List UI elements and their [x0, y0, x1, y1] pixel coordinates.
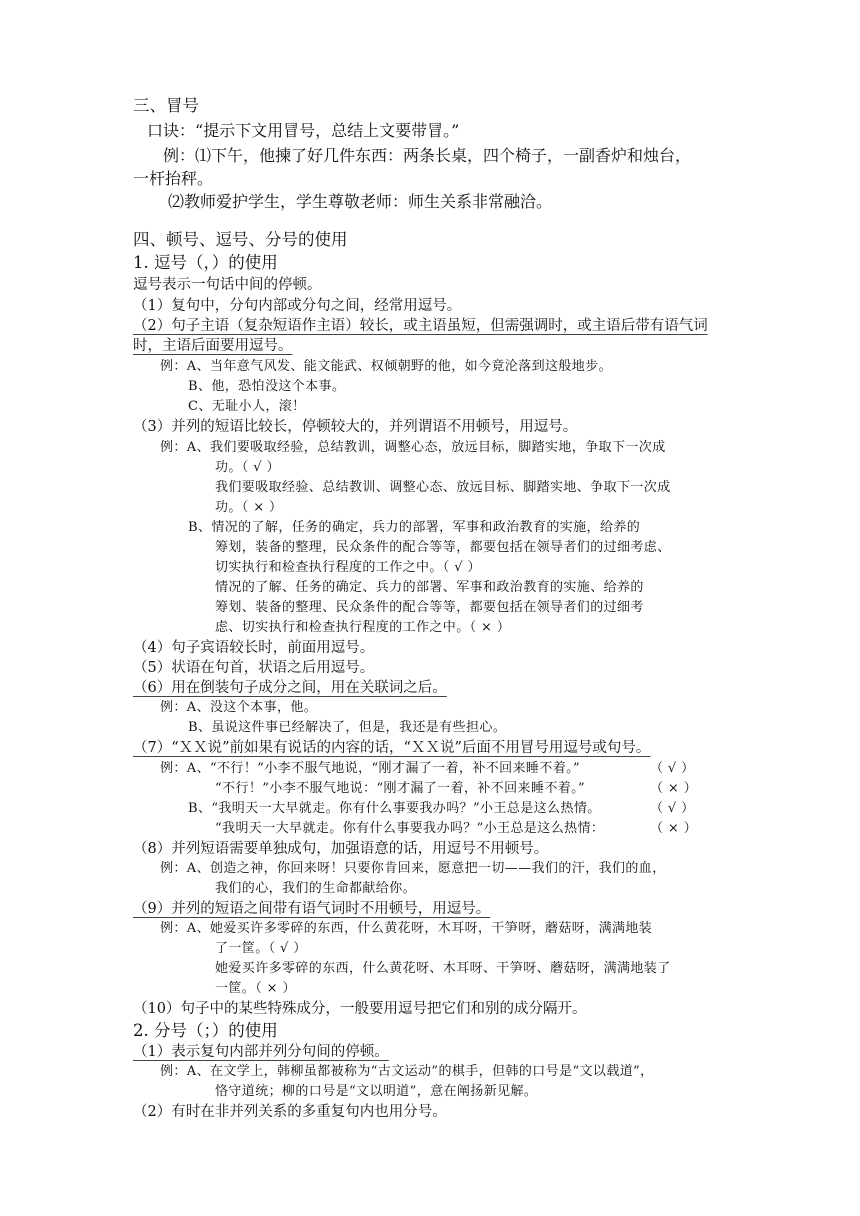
text-line: 时，主语后面要用逗号。 — [133, 338, 293, 354]
text-line: 我们的心，我们的生命都献给你。 — [215, 881, 417, 896]
text-line: 1. 逗号（，）的使用 — [133, 253, 278, 272]
text-line: 例：A、当年意气风发、能文能武、权倾朝野的他，如今竟沦落到这般地步。 — [160, 359, 612, 374]
text-line: （8）并列短语需要单独成句，加强语意的话，用逗号不用顿号。 — [133, 841, 549, 857]
text-line: （1）表示复句内部并列分句间的停顿。 — [133, 1044, 389, 1060]
text-line: 筹划，装备的整理，民众条件的配合等等，都要包括在领导者们的过细考虑、 — [215, 540, 671, 555]
text-line: 三、冒号 — [133, 96, 199, 115]
text-line: 我们要吸取经验、总结教训、调整心态、放远目标、脚踏实地、争取下一次成 — [215, 480, 671, 495]
text-line: 切实执行和检查执行程度的工作之中。（ √ ） — [215, 560, 481, 575]
text-line: （6）用在倒装句子成分之间，用在关联词之后。 — [133, 680, 447, 696]
text-line: （ × ） — [650, 781, 698, 796]
text-line: 虑、切实执行和检查执行程度的工作之中。（ × ） — [215, 620, 511, 635]
text-line: 例：A、没这个本事，他。 — [160, 700, 318, 715]
text-line: （3）并列的短语比较长，停顿较大的，并列谓语不用顿号，用逗号。 — [133, 419, 578, 435]
text-line: B、虽说这件事已经解决了，但是，我还是有些担心。 — [188, 720, 507, 735]
text-line: 情况的了解、任务的确定、兵力的部署、军事和政治教育的实施、给养的 — [215, 580, 644, 595]
text-line: （5）状语在句首，状语之后用逗号。 — [133, 660, 375, 676]
text-line: （7）“ＸＸ说”前如果有说话的内容的话，“ＸＸ说”后面不用冒号用逗号或句号。 — [133, 740, 651, 756]
text-line: 例：A、我们要吸取经验，总结教训，调整心态，放远目标，脚踏实地，争取下一次成 — [160, 440, 666, 455]
text-line: 她爱买许多零碎的东西，什么黄花呀、木耳呀、干笋呀、蘑菇呀，满满地装了 — [215, 961, 671, 976]
text-line: C、无耻小人，滚！ — [188, 399, 306, 414]
text-line: （9）并列的短语之间带有语气词时不用顿号，用逗号。 — [133, 901, 491, 917]
text-line: 例：A、在文学上，韩柳虽都被称为“古文运动”的棋手，但韩的口号是“文以载道”， — [160, 1064, 654, 1079]
text-line: 了一筐。（ √ ） — [215, 941, 307, 956]
text-line: （ × ） — [650, 821, 698, 836]
text-line: 一杆抬秤。 — [133, 169, 214, 188]
text-line: B、“我明天一大早就走。你有什么事要我办吗？”小王总是这么热情。 — [188, 801, 601, 816]
text-line: （2）句子主语（复杂短语作主语）较长，或主语虽短，但需强调时，或主语后带有语气词 — [133, 318, 708, 334]
text-line: 例：A、“不行！”小李不服气地说，“刚才漏了一着，补不回来睡不着。” — [160, 761, 581, 776]
text-line: 例：⑴下午，他揀了好几件东西：两条长桌，四个椅子，一副香炉和烛台， — [163, 146, 692, 165]
text-line: （ √ ） — [650, 801, 695, 816]
text-line: 例：A、创造之神，你回来呀！只要你肯回来，愿意把一切——我们的汗，我们的血， — [160, 861, 666, 876]
text-line: （ √ ） — [650, 761, 695, 776]
text-line: 口诀：“提示下文用冒号，总结上文要带冒。” — [147, 121, 460, 140]
text-line: B、情况的了解，任务的确定，兵力的部署，军事和政治教育的实施，给养的 — [188, 520, 641, 535]
text-line: 例：A、她爱买许多零碎的东西，什么黄花呀，木耳呀，干笋呀，蘑菇呀，满满地装 — [160, 921, 653, 936]
text-line: “不行！”小李不服气地说：“刚才漏了一着，补不回来睡不着。” — [215, 781, 586, 796]
text-line: 恪守道统；柳的口号是“文以明道”，意在阐扬新见解。 — [215, 1084, 538, 1099]
text-line: “我明天一大早就走。你有什么事要我办吗？”小王总是这么热情： — [215, 821, 605, 836]
text-line: 功。（ √ ） — [215, 460, 280, 475]
text-line: （10）句子中的某些特殊成分，一般要用逗号把它们和别的成分隔开。 — [133, 1001, 587, 1017]
text-line: （2）有时在非并列关系的多重复句内也用分号。 — [133, 1104, 447, 1120]
text-line: 四、顿号、逗号、分号的使用 — [133, 230, 348, 249]
text-line: 逗号表示一句话中间的停顿。 — [133, 277, 322, 293]
text-line: （1）复句中，分句内部或分句之间，经常用逗号。 — [133, 298, 462, 314]
text-line: 一筐。（ × ） — [215, 981, 296, 996]
text-line: ⑵教师爱护学生，学生尊敬老师：师生关系非常融洽。 — [168, 192, 553, 211]
text-line: （4）句子宾语较长时，前面用逗号。 — [133, 640, 375, 656]
text-line: 功。（ × ） — [215, 500, 283, 515]
text-line: 2. 分号（；）的使用 — [133, 1021, 278, 1040]
text-line: B、他，恐怕没这个本事。 — [188, 379, 346, 394]
text-line: 筹划、装备的整理、民众条件的配合等等，都要包括在领导者们的过细考 — [215, 600, 644, 615]
